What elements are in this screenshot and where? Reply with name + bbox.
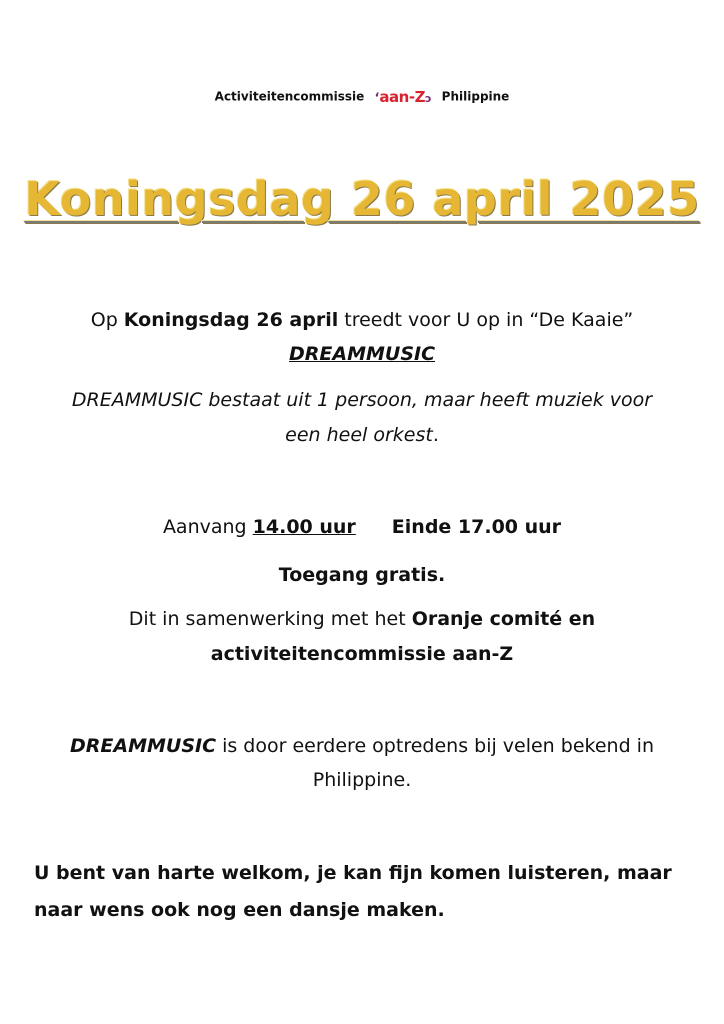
header-right-text: Philippine [441, 89, 510, 104]
start-time: 14.00 uur [252, 516, 356, 538]
cooperation-line-1: Dit in samenwerking met het Oranje comité en [128, 608, 596, 630]
welcome-line-2: naar wens ook nog een dansje maken. [34, 899, 445, 921]
known-line-2: Philippine. [312, 769, 412, 791]
description-line-1: DREAMMUSIC bestaat uit 1 persoon, maar heeft muziek voor [71, 389, 653, 411]
header [0, 88, 724, 106]
intro-line: Op Koningsdag 26 april treedt voor U op in “De Kaaie” [90, 309, 634, 331]
description-line-2: een heel orkest. [285, 424, 439, 446]
welcome-line-1: U bent van harte welkom, je kan fijn komen luisteren, maar [34, 862, 672, 884]
header-left-text: Activiteitencommissie [214, 89, 365, 104]
performer-name: DREAMMUSIC [288, 343, 436, 365]
aan-z-logo: ʻaan-Zↄ [374, 88, 432, 106]
known-line-1: DREAMMUSIC is door eerdere optredens bij velen bekend in [70, 735, 654, 757]
cooperation-line-2: activiteitencommissie aan-Z [210, 643, 514, 665]
page-title: Koningsdag 26 april 2025 [24, 172, 700, 226]
intro-date: Koningsdag 26 april [123, 309, 339, 331]
end-time: Einde 17.00 uur [391, 516, 562, 538]
times-line: Aanvang 14.00 uur Einde 17.00 uur [162, 516, 562, 538]
entry-text: Toegang gratis. [278, 564, 446, 586]
